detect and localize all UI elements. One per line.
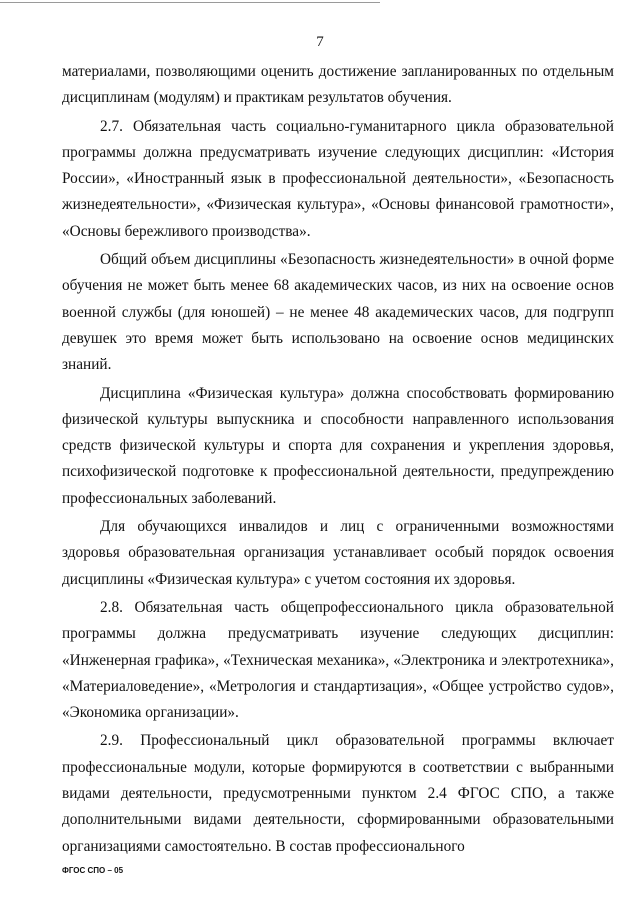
paragraph-2-9: 2.9. Профессиональный цикл образовательной программы включает профессиональные модули, которые формируются в соответствии с выбранными видами деятельности, предусмотренными пунктом 2.4 ФГОС СПО, а также дополнительными видами деятельности, сформированными образовательными организациями самостоятельно. В состав профессионального xyxy=(62,732,614,855)
footer-code: ФГОС СПО – 05 xyxy=(62,866,124,875)
body-text xyxy=(62,59,614,860)
paragraph-physical-culture: Дисциплина «Физическая культура» должна способствовать формированию физической культуры выпускника и способности направленного использования средств физической культуры и спорта для сохранения и укрепления здоровья, психофизической подготовке к профессиональной деятельности, предупреждению профессиональных заболеваний. xyxy=(62,384,614,507)
paragraph-disabled-students: Для обучающихся инвалидов и лиц с ограниченными возможностями здоровья образовательная организация устанавливает особый порядок освоения дисциплины «Физическая культура» с учетом состояния их здоровья. xyxy=(62,518,614,588)
paragraph-continuation: материалами, позволяющими оценить достижение запланированных по отдельным дисциплинам (модулям) и практикам результатов обучения. xyxy=(62,63,614,107)
top-rule xyxy=(0,2,380,3)
paragraph-2-7: 2.7. Обязательная часть социально-гуманитарного цикла образовательной программы должна предусматривать изучение следующих дисциплин: «История России», «Иностранный язык в профессиональной деятельности», «Безопасность жизнедеятельности», «Физическая культура», «Основы финансовой грамотности», «Основы бережливого производства». xyxy=(62,117,614,240)
paragraph-bzhd-volume: Общий объем дисциплины «Безопасность жизнедеятельности» в очной форме обучения не может быть менее 68 академических часов, из них на освоение основ военной службы (для юношей) – не менее 48 академических часов, для подгрупп девушек это время может быть использовано на освоение основ медицинских знаний. xyxy=(62,251,614,374)
page-number: 7 xyxy=(316,34,324,50)
paragraph-2-8: 2.8. Обязательная часть общепрофессионального цикла образовательной программы должна предусматривать изучение следующих дисциплин: «Инженерная графика», «Техническая механика», «Электроника и электротехника», «Материаловедение», «Метрология и стандартизация», «Общее устройство судов», «Экономика организации». xyxy=(62,598,614,722)
